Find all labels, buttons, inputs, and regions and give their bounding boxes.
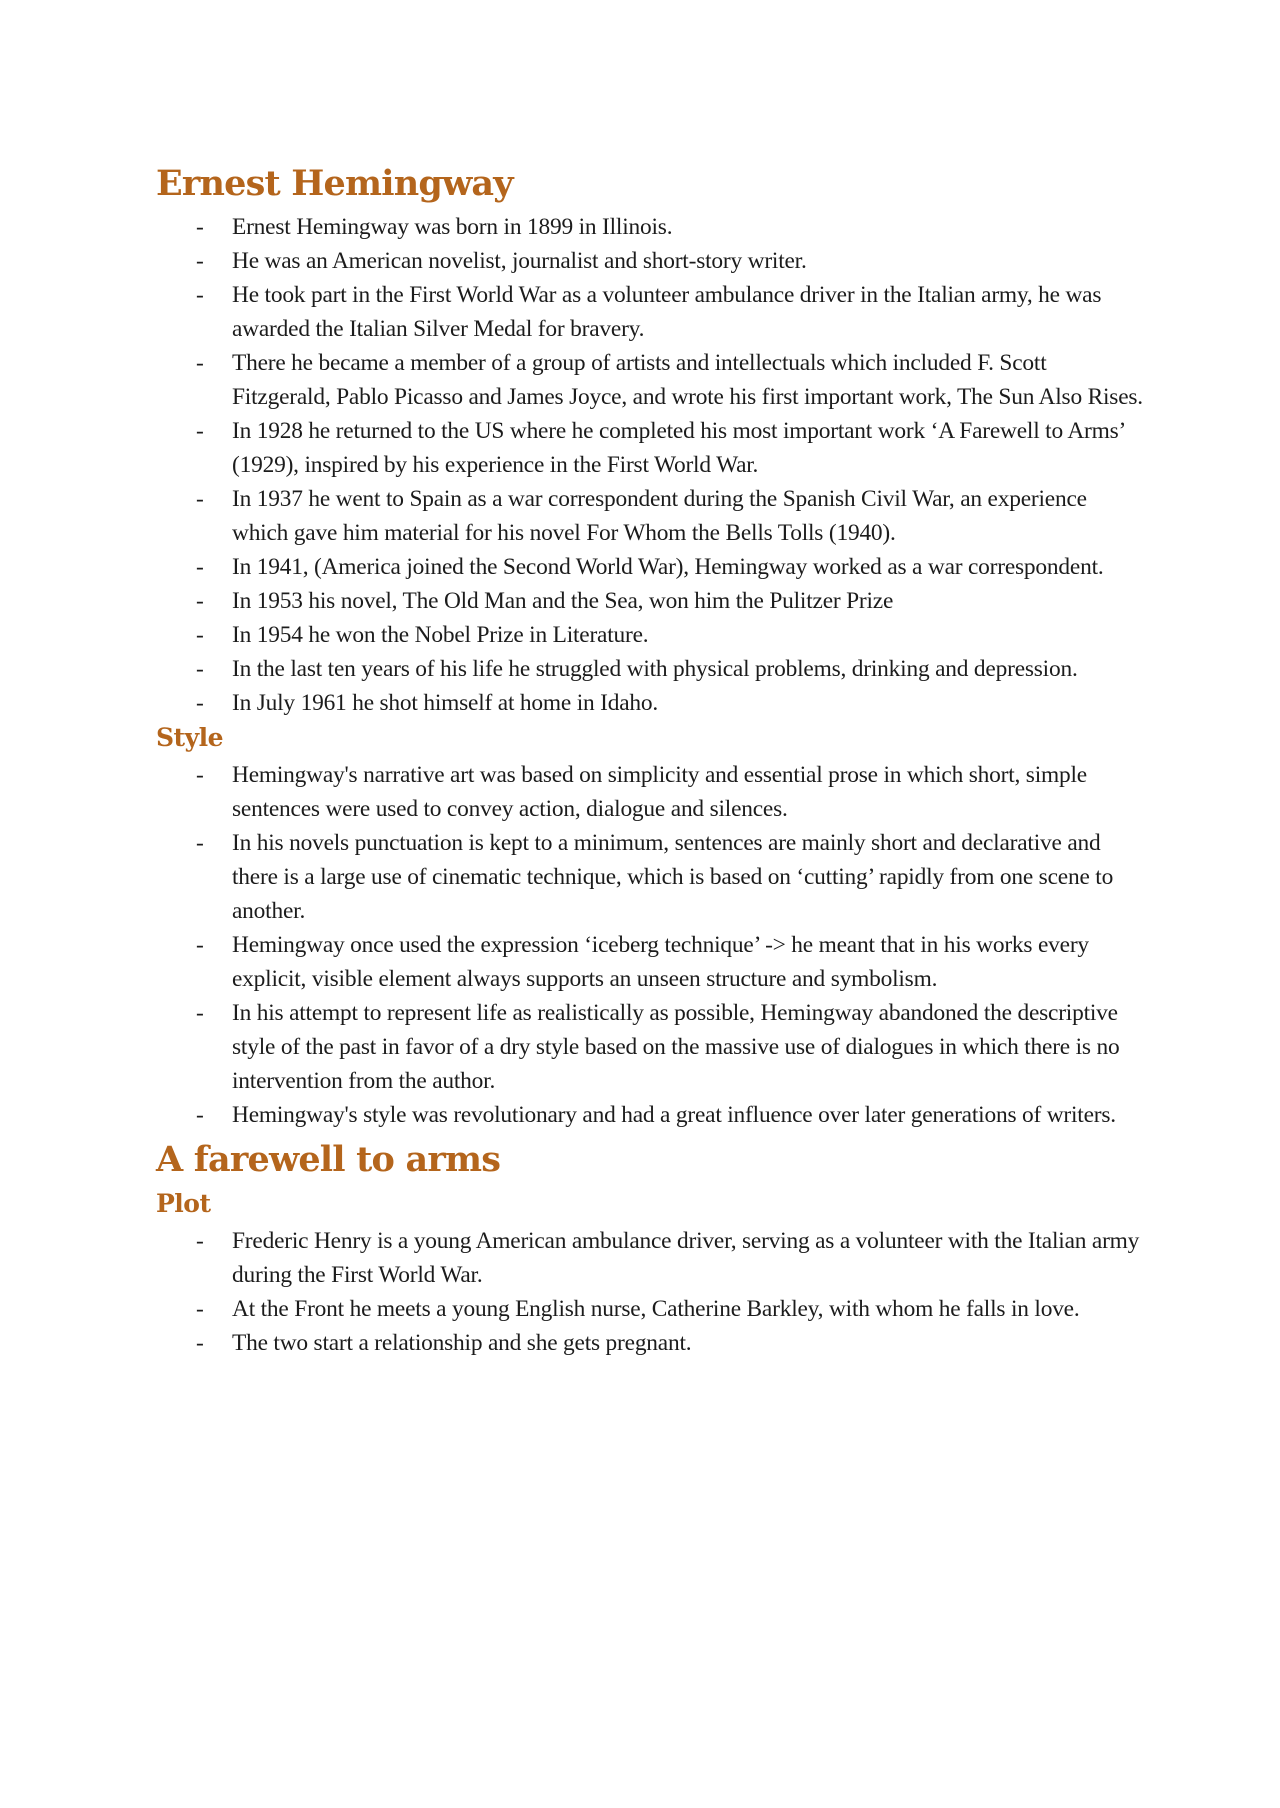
list-item (156, 618, 1146, 652)
document-page (156, 160, 1146, 1360)
list-dash: - (196, 932, 204, 958)
list-dash: - (196, 830, 204, 856)
list-item (156, 928, 1146, 996)
list-dash: - (196, 214, 204, 240)
list-item-text: In July 1961 he shot himself at home in Idaho. (232, 690, 659, 716)
list-item-text: There he became a member of a group of artists and intellectuals which included F. Scott Fitzgerald, Pablo Picasso and James Joyce, and wrote his first important work, The Sun Also Rises. (232, 350, 1143, 410)
list-item (156, 550, 1146, 584)
list-item-text: In the last ten years of his life he struggled with physical problems, drinking and depression. (232, 656, 1078, 682)
list-item (156, 996, 1146, 1098)
list-item-text: Ernest Hemingway was born in 1899 in Illinois. (232, 214, 673, 240)
list-item-text: He was an American novelist, journalist and short-story writer. (232, 248, 807, 274)
list-item-text: In 1953 his novel, The Old Man and the Sea, won him the Pulitzer Prize (232, 588, 894, 614)
list-item-text: Frederic Henry is a young American ambulance driver, serving as a volunteer with the Italian army during the First World War. (232, 1228, 1140, 1288)
list-item (156, 1098, 1146, 1132)
list-item-text: He took part in the First World War as a volunteer ambulance driver in the Italian army, he was awarded the Italian Silver Medal for bravery. (232, 282, 1102, 342)
list-item-text: In 1928 he returned to the US where he completed his most important work ‘A Farewell to Arms’ (1929), inspired by his experience in the First World War. (232, 418, 1125, 478)
list-item-text: At the Front he meets a young English nurse, Catherine Barkley, with whom he falls in love. (232, 1296, 1080, 1322)
list-item (156, 1292, 1146, 1326)
list-item (156, 414, 1146, 482)
list-item-text: In his attempt to represent life as realistically as possible, Hemingway abandoned the descriptive style of the past in favor of a dry style based on the massive use of dialogues in which there is no intervention from the author. (232, 1000, 1120, 1094)
list-dash: - (196, 418, 204, 444)
list-item (156, 584, 1146, 618)
list-dash: - (196, 762, 204, 788)
list-item-text: Hemingway's style was revolutionary and had a great influence over later generations of writers. (232, 1102, 1116, 1128)
list-dash: - (196, 690, 204, 716)
list-item-text: In 1954 he won the Nobel Prize in Literature. (232, 622, 649, 648)
list-dash: - (196, 554, 204, 580)
list-item-text: Hemingway once used the expression ‘iceberg technique’ -> he meant that in his works every explicit, visible element always supports an unseen structure and symbolism. (232, 932, 1089, 992)
style-list (156, 758, 1146, 1132)
list-dash: - (196, 1296, 204, 1322)
list-dash: - (196, 656, 204, 682)
list-dash: - (196, 282, 204, 308)
heading-ernest-hemingway: Ernest Hemingway (156, 163, 513, 204)
list-dash: - (196, 1102, 204, 1128)
list-item-text: In 1941, (America joined the Second World War), Hemingway worked as a war correspondent. (232, 554, 1104, 580)
list-dash: - (196, 1330, 204, 1356)
biography-list (156, 210, 1146, 720)
heading-plot: Plot (156, 1189, 211, 1218)
list-item (156, 686, 1146, 720)
list-dash: - (196, 1000, 204, 1026)
list-dash: - (196, 248, 204, 274)
list-dash: - (196, 486, 204, 512)
list-dash: - (196, 622, 204, 648)
list-item (156, 346, 1146, 414)
list-item (156, 652, 1146, 686)
list-item-text: The two start a relationship and she gets pregnant. (232, 1330, 692, 1356)
list-item-text: Hemingway's narrative art was based on simplicity and essential prose in which short, simple sentences were used to convey action, dialogue and silences. (232, 762, 1087, 822)
list-item-text: In 1937 he went to Spain as a war correspondent during the Spanish Civil War, an experience which gave him material for his novel For Whom the Bells Tolls (1940). (232, 486, 1087, 546)
list-dash: - (196, 588, 204, 614)
list-dash: - (196, 350, 204, 376)
list-item (156, 1326, 1146, 1360)
plot-list (156, 1224, 1146, 1360)
list-item-text: In his novels punctuation is kept to a minimum, sentences are mainly short and declarative and there is a large use of cinematic technique, which is based on ‘cutting’ rapidly from one scene to another. (232, 830, 1114, 924)
list-item (156, 758, 1146, 826)
list-item (156, 482, 1146, 550)
heading-a-farewell-to-arms: A farewell to arms (156, 1139, 501, 1180)
list-item (156, 210, 1146, 244)
heading-style: Style (156, 723, 224, 752)
list-dash: - (196, 1228, 204, 1254)
list-item (156, 826, 1146, 928)
list-item (156, 278, 1146, 346)
list-item (156, 1224, 1146, 1292)
list-item (156, 244, 1146, 278)
